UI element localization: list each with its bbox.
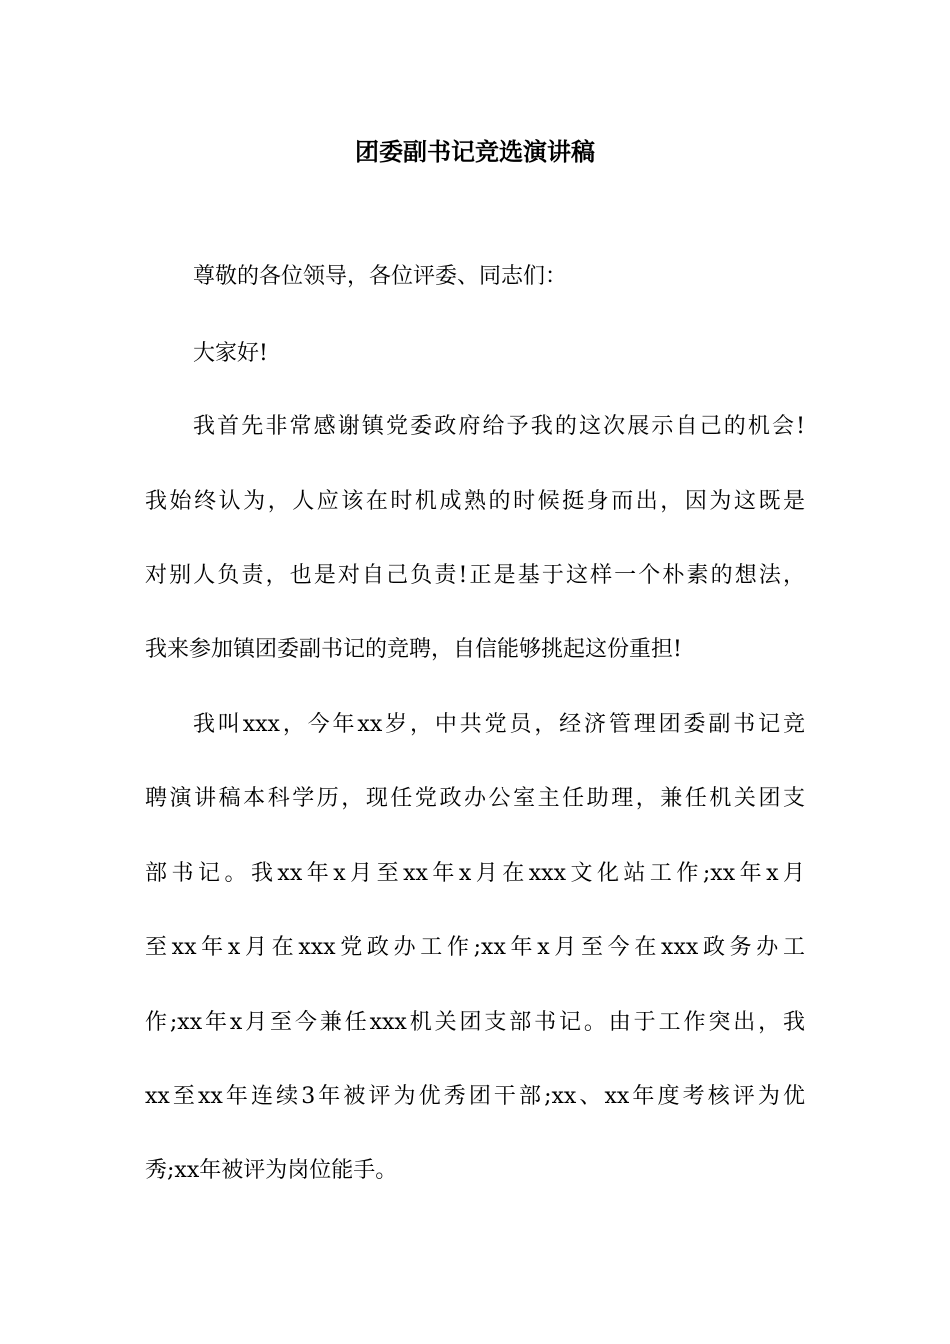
paragraph-1-line-2: 我始终认为，人应该在时机成熟的时候挺身而出，因为这既是 <box>145 489 805 514</box>
paragraph-2-line-4: 至xx年x月在xxx党政办工作;xx年x月至今在xxx政务办工 <box>145 935 805 960</box>
paragraph-1-line-3: 对别人负责，也是对自己负责!正是基于这样一个朴素的想法， <box>145 563 805 588</box>
paragraph-2-line-5: 作;xx年x月至今兼任xxx机关团支部书记。由于工作突出，我 <box>145 1010 805 1035</box>
paragraph-2-line-7: 秀;xx年被评为岗位能手。 <box>145 1158 398 1183</box>
paragraph-2-line-1: 我叫xxx，今年xx岁，中共党员，经济管理团委副书记竞 <box>193 712 805 737</box>
greeting: 大家好! <box>193 341 268 366</box>
salutation: 尊敬的各位领导，各位评委、同志们： <box>193 264 568 289</box>
document-title: 团委副书记竞选演讲稿 <box>355 137 595 166</box>
paragraph-2-line-2: 聘演讲稿本科学历，现任党政办公室主任助理，兼任机关团支 <box>145 786 805 811</box>
paragraph-1-line-4: 我来参加镇团委副书记的竞聘，自信能够挑起这份重担! <box>145 637 682 662</box>
paragraph-1-line-1: 我首先非常感谢镇党委政府给予我的这次展示自己的机会! <box>193 414 805 439</box>
paragraph-2-line-6: xx至xx年连续3年被评为优秀团干部;xx、xx年度考核评为优 <box>145 1084 805 1109</box>
paragraph-2-line-3: 部书记。我xx年x月至xx年x月在xxx文化站工作;xx年x月 <box>145 861 805 886</box>
